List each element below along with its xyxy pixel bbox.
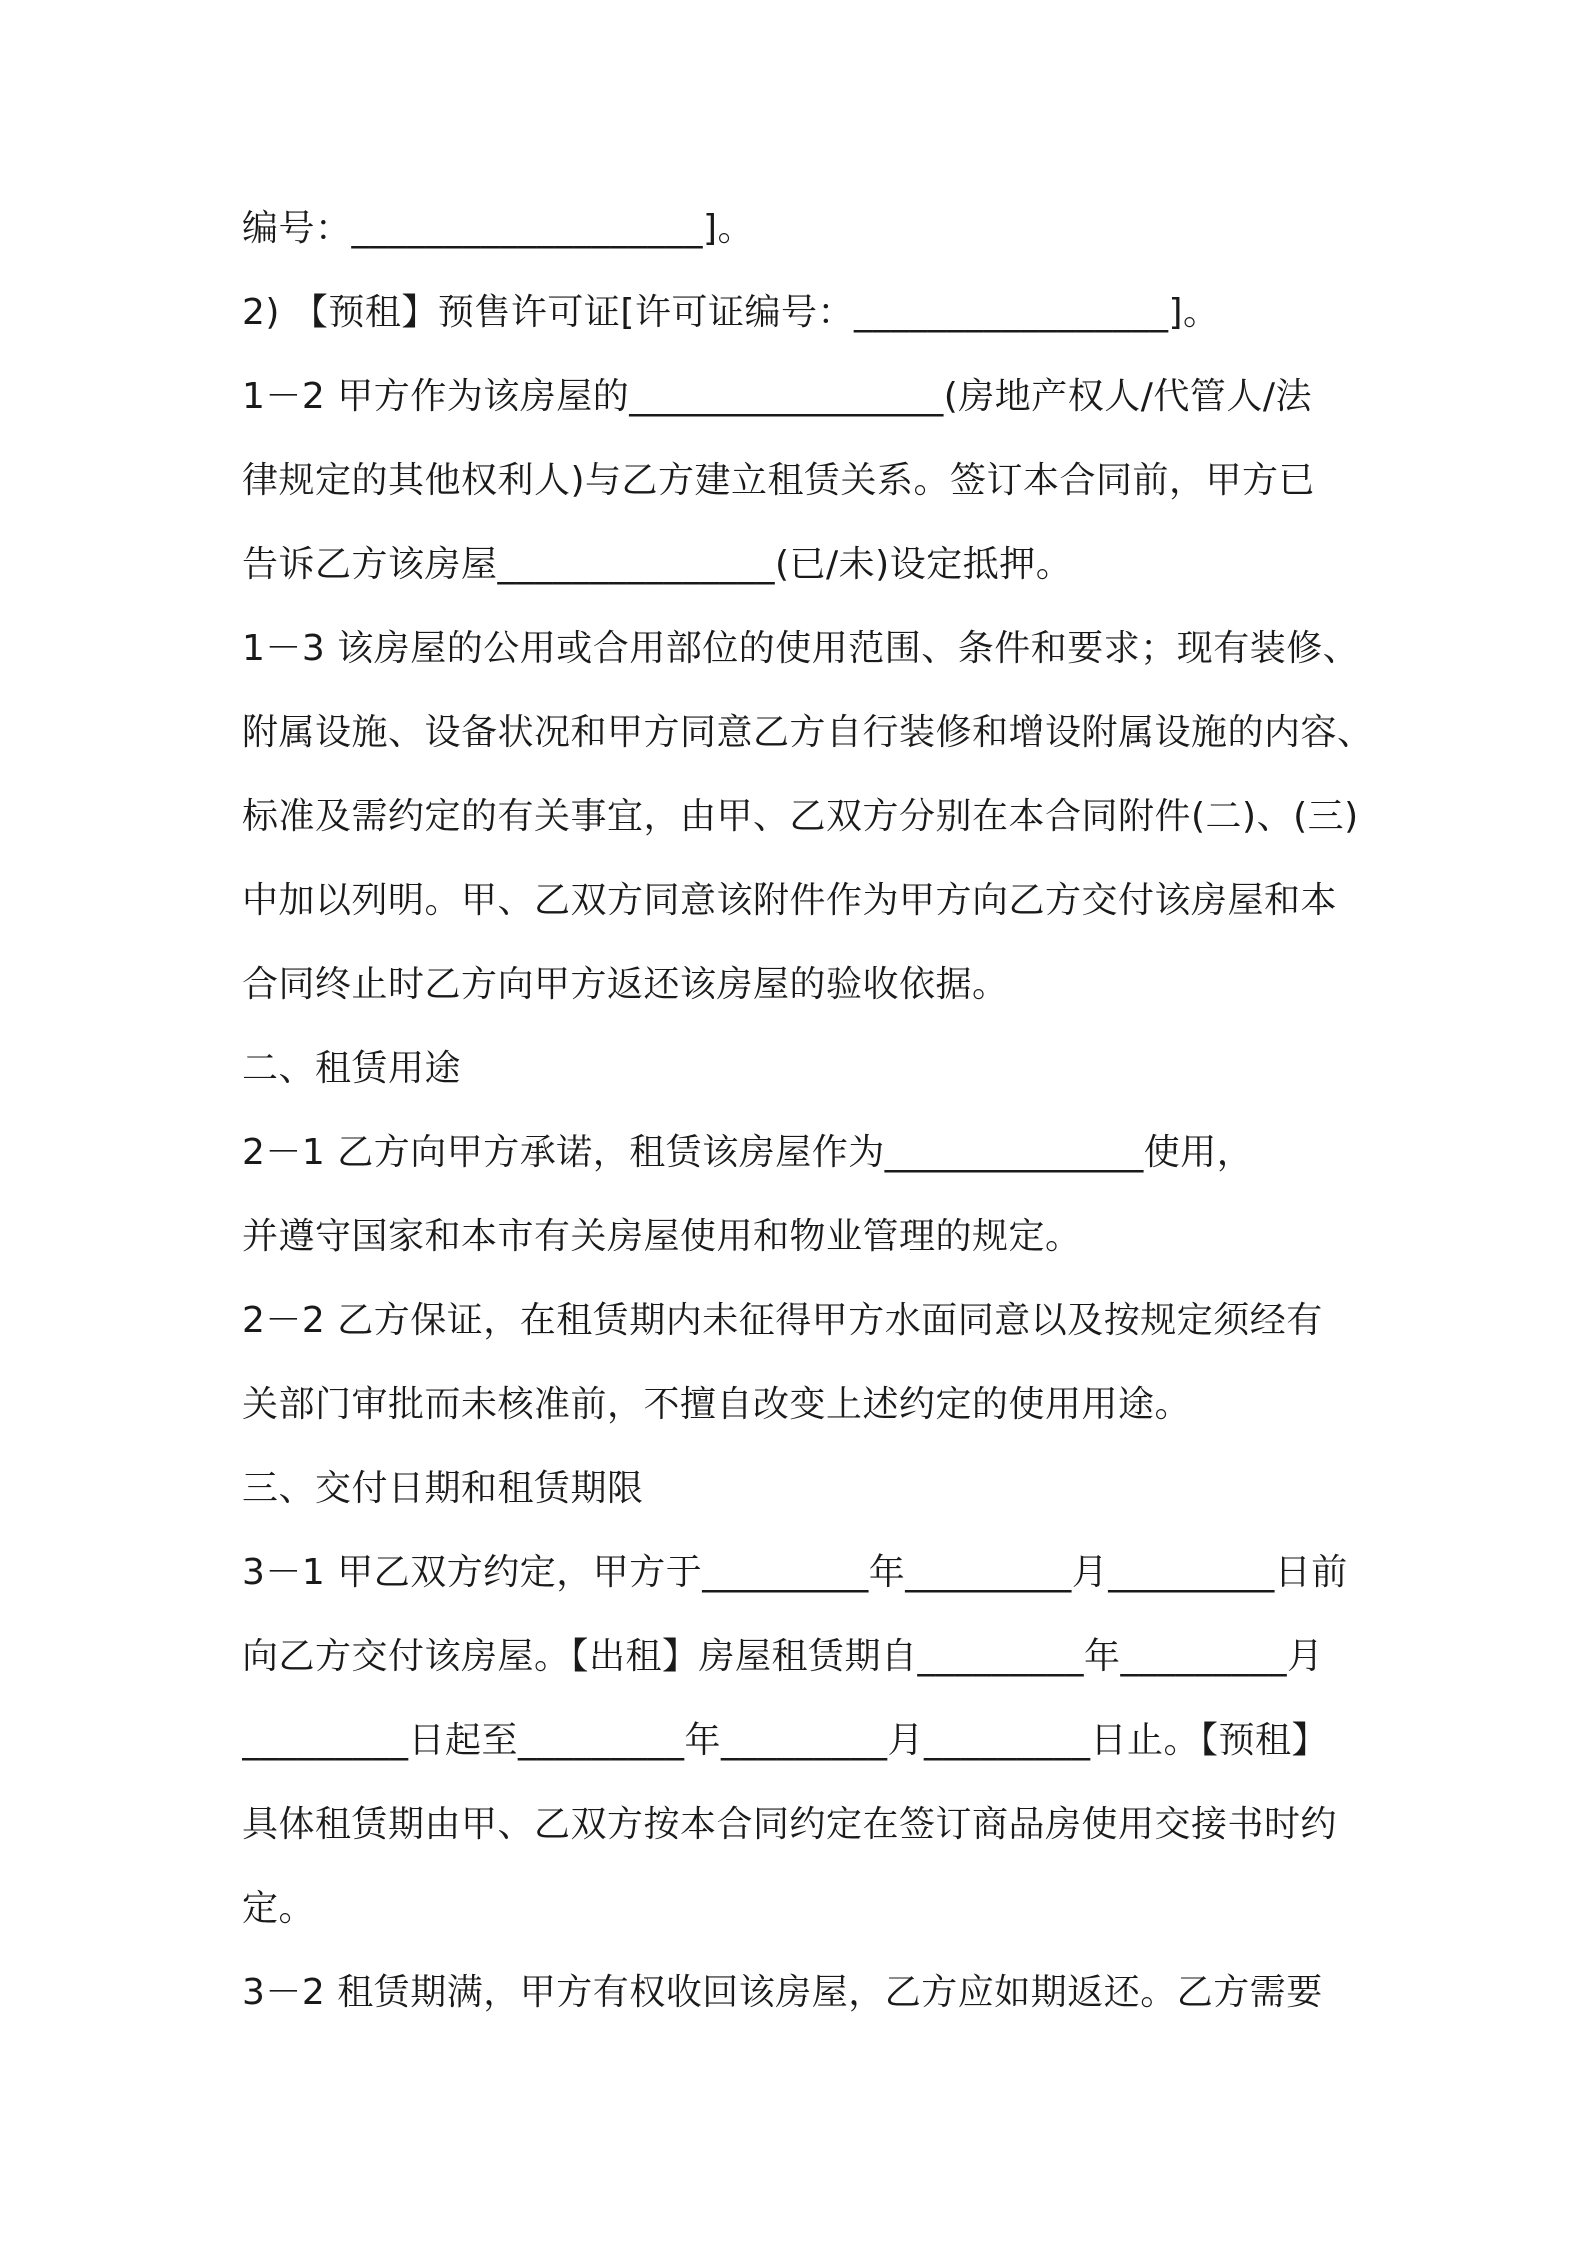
text-line-number: 编号：___________________]。	[242, 208, 755, 249]
text-line: 具体租赁期由甲、乙双方按本合同约定在签订商品房使用交接书时约	[242, 1804, 1338, 1845]
text-line: 合同终止时乙方向甲方返还该房屋的验收依据。	[242, 964, 1009, 1005]
text-line: 中加以列明。甲、乙双方同意该附件作为甲方向乙方交付该房屋和本	[242, 880, 1338, 921]
text-line: 定。	[242, 1888, 316, 1929]
text-line: 标准及需约定的有关事宜，由甲、乙双方分别在本合同附件(二)、(三)	[242, 796, 1359, 837]
text-line: 关部门审批而未核准前，不擅自改变上述约定的使用用途。	[242, 1384, 1192, 1425]
text-line-clause-1-2: 1－2 甲方作为该房屋的_________________(房地产权人/代管人/法	[242, 376, 1313, 417]
text-line: 向乙方交付该房屋。【出租】房屋租赁期自_________年_________月	[242, 1636, 1324, 1677]
text-line: 律规定的其他权利人)与乙方建立租赁关系。签订本合同前，甲方已	[242, 460, 1316, 501]
text-line-clause-3-1: 3－1 甲乙双方约定，甲方于_________年_________月_________日前	[242, 1552, 1348, 1593]
text-line-presale-permit: 2) 【预租】预售许可证[许可证编号：_________________]。	[242, 292, 1220, 333]
text-line-clause-2-2: 2－2 乙方保证，在租赁期内未征得甲方水面同意以及按规定须经有	[242, 1300, 1323, 1341]
section-heading-term: 三、交付日期和租赁期限	[242, 1468, 644, 1509]
text-line: 告诉乙方该房屋_______________(已/未)设定抵押。	[242, 544, 1073, 585]
text-line: 并遵守国家和本市有关房屋使用和物业管理的规定。	[242, 1216, 1082, 1257]
text-line: 附属设施、设备状况和甲方同意乙方自行装修和增设附属设施的内容、	[242, 712, 1374, 753]
text-line-clause-2-1: 2－1 乙方向甲方承诺，租赁该房屋作为______________使用，	[242, 1132, 1254, 1173]
text-line: _________日起至_________年_________月_________日止。【预租】	[242, 1720, 1329, 1761]
text-line-clause-3-2: 3－2 租赁期满，甲方有权收回该房屋，乙方应如期返还。乙方需要	[242, 1972, 1323, 2013]
text-line-clause-1-3: 1－3 该房屋的公用或合用部位的使用范围、条件和要求；现有装修、	[242, 628, 1360, 669]
section-heading-purpose: 二、租赁用途	[242, 1048, 462, 1089]
